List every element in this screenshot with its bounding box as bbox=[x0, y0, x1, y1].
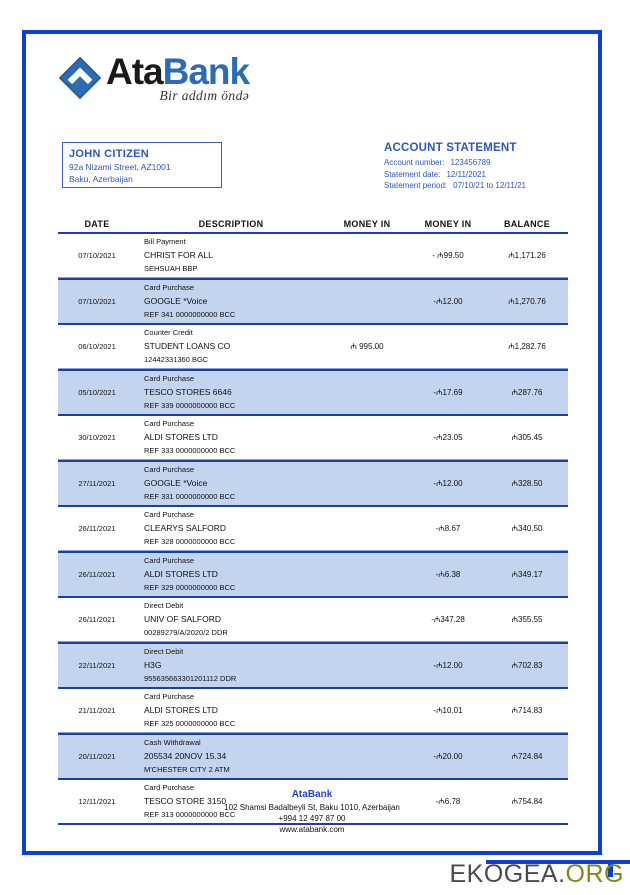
customer-name: JOHN CITIZEN bbox=[69, 148, 149, 160]
cell-money-out: -₼12.00 bbox=[433, 479, 463, 488]
description-line-1: Card Purchase bbox=[144, 465, 195, 475]
cell-balance: ₼355.55 bbox=[511, 615, 543, 624]
description-line-1: Card Purchase bbox=[144, 783, 195, 793]
cell-balance: ₼287.76 bbox=[511, 388, 543, 397]
description-line-3: REF 329 0000000000 BCC bbox=[144, 583, 236, 593]
table-row bbox=[58, 733, 568, 780]
column-header-description: DESCRIPTION bbox=[198, 219, 264, 229]
description-line-3: M'CHESTER CITY 2 ATM bbox=[144, 765, 230, 775]
logo-tagline: Bir addım öndə bbox=[159, 88, 250, 103]
table-header-row bbox=[58, 219, 568, 234]
description-line-2: H3G bbox=[144, 659, 162, 670]
description-line-3: REF 325 0000000000 BCC bbox=[144, 719, 236, 729]
footer-website: www.atabank.com bbox=[279, 825, 345, 834]
description-line-1: Card Purchase bbox=[144, 374, 195, 384]
cell-date: 27/11/2021 bbox=[78, 479, 116, 488]
description-line-3: REF 331 0000000000 BCC bbox=[144, 492, 236, 502]
cell-description bbox=[136, 372, 326, 413]
cell-description bbox=[136, 690, 326, 731]
cell-balance: ₼305.45 bbox=[511, 433, 543, 442]
description-line-1: Direct Debit bbox=[144, 647, 184, 657]
watermark-text-green: ORG bbox=[565, 860, 624, 888]
footer-phone: +994 12 497 87 00 bbox=[278, 814, 346, 823]
description-line-3: REF 328 0000000000 BCC bbox=[144, 537, 236, 547]
description-line-2: GOOGLE *Voice bbox=[144, 295, 208, 306]
cell-money-in: ₼ 995.00 bbox=[350, 342, 384, 351]
cell-money-out: -₼23.05 bbox=[433, 433, 463, 442]
cell-date: 26/11/2021 bbox=[78, 570, 116, 579]
cell-description bbox=[136, 508, 326, 549]
logo-text-ata: Ata bbox=[106, 51, 163, 92]
cell-date: 26/11/2021 bbox=[78, 615, 116, 624]
description-line-1: Card Purchase bbox=[144, 692, 195, 702]
atabank-diamond-icon bbox=[58, 56, 102, 100]
cell-money-out: -₼17.69 bbox=[433, 388, 463, 397]
bank-logo bbox=[58, 52, 249, 104]
cell-description bbox=[136, 463, 326, 504]
description-line-2: CLEARYS SALFORD bbox=[144, 522, 227, 533]
cell-money-out: -₼12.00 bbox=[433, 661, 463, 670]
description-line-1: Cash Withdrawal bbox=[144, 738, 201, 748]
cell-date: 30/10/2021 bbox=[78, 433, 116, 442]
table-row bbox=[58, 369, 568, 416]
cell-date: 20/11/2021 bbox=[78, 752, 116, 761]
statement-date-row bbox=[384, 169, 526, 181]
statement-header bbox=[384, 142, 526, 192]
logo-text-bank: Bank bbox=[162, 51, 250, 92]
cell-date: 21/11/2021 bbox=[78, 706, 116, 715]
description-line-1: Direct Debit bbox=[144, 601, 184, 611]
column-header-date: DATE bbox=[84, 219, 110, 229]
cell-description bbox=[136, 599, 326, 640]
cell-money-out: -₼6.78 bbox=[435, 797, 461, 806]
description-line-2: STUDENT LOANS CO bbox=[144, 340, 231, 351]
table-row bbox=[58, 416, 568, 460]
description-line-3: 955635663301201112 DDR bbox=[144, 674, 237, 684]
description-line-2: UNIV OF SALFORD bbox=[144, 613, 221, 624]
cell-description bbox=[136, 645, 326, 686]
customer-address-line2: Baku, Azerbaijan bbox=[69, 174, 133, 184]
cell-balance: ₼1,171.26 bbox=[508, 251, 546, 260]
cell-balance: ₼340.50 bbox=[511, 524, 543, 533]
footer-bank-name: AtaBank bbox=[291, 789, 333, 800]
description-line-3: REF 341 0000000000 BCC bbox=[144, 310, 236, 320]
statement-period-row bbox=[384, 180, 526, 192]
description-line-3: REF 333 0000000000 BCC bbox=[144, 446, 236, 456]
table-row bbox=[58, 642, 568, 689]
cell-balance: ₼1,270.76 bbox=[508, 297, 546, 306]
cell-description bbox=[136, 235, 326, 276]
description-line-2: CHRIST FOR ALL bbox=[144, 249, 213, 260]
cell-date: 22/11/2021 bbox=[78, 661, 116, 670]
statement-date-value: 12/11/2021 bbox=[446, 169, 486, 179]
cell-description bbox=[136, 326, 326, 367]
statement-date-label: Statement date: bbox=[384, 169, 441, 179]
cell-date: 05/10/2021 bbox=[78, 388, 116, 397]
description-line-2: ALDI STORES LTD bbox=[144, 431, 218, 442]
table-row bbox=[58, 689, 568, 733]
statement-period-label: Statement period: bbox=[384, 181, 448, 190]
column-header-balance: BALANCE bbox=[503, 219, 551, 229]
statement-title: ACCOUNT STATEMENT bbox=[384, 142, 517, 154]
table-row bbox=[58, 325, 568, 369]
description-line-1: Card Purchase bbox=[144, 419, 195, 429]
description-line-1: Counter Credit bbox=[144, 328, 193, 338]
footer-address: 102 Shamsi Badalbeyli St, Baku 1010, Azerbaijan bbox=[224, 803, 400, 812]
column-header-money-out: MONEY IN bbox=[424, 219, 472, 229]
cell-date: 06/10/2021 bbox=[78, 342, 116, 351]
cell-description bbox=[136, 736, 326, 777]
watermark-text-dark: EKOGEA. bbox=[449, 860, 566, 888]
description-line-3: REF 339 0000000000 BCC bbox=[144, 401, 236, 411]
cell-money-out: -₼12.00 bbox=[433, 297, 463, 306]
page-footer bbox=[26, 789, 598, 835]
description-line-2: ALDI STORES LTD bbox=[144, 704, 218, 715]
description-line-1: Bill Payment bbox=[144, 237, 186, 247]
description-line-3: SEHSUAH BBP bbox=[144, 264, 198, 274]
description-line-1: Card Purchase bbox=[144, 556, 195, 566]
description-line-2: GOOGLE *Voice bbox=[144, 477, 208, 488]
table-row bbox=[58, 234, 568, 278]
cell-balance: ₼1,282.76 bbox=[508, 342, 546, 351]
cell-money-out: -₼10.01 bbox=[433, 706, 463, 715]
cell-description bbox=[136, 554, 326, 595]
cell-balance: ₼754.84 bbox=[511, 797, 543, 806]
cell-date: 26/11/2021 bbox=[78, 524, 116, 533]
table-row bbox=[58, 598, 568, 642]
description-line-2: TESCO STORES 6646 bbox=[144, 386, 232, 397]
cell-money-out: -₼8.67 bbox=[435, 524, 461, 533]
cell-balance: ₼724.84 bbox=[511, 752, 543, 761]
statement-period-value: 07/10/21 to 12/11/21 bbox=[453, 181, 526, 190]
customer-address-box bbox=[62, 142, 222, 188]
cell-balance: ₼702.83 bbox=[511, 661, 543, 670]
customer-address-line1: 92a Nizami Street, AZ1001 bbox=[69, 162, 171, 172]
watermark bbox=[450, 860, 625, 889]
description-line-2: 205534 20NOV 15.34 bbox=[144, 750, 227, 761]
cell-money-out: - ₼99.50 bbox=[432, 251, 464, 260]
description-line-2: TESCO STORE 3150 bbox=[144, 795, 227, 806]
table-row bbox=[58, 460, 568, 507]
cell-date: 07/10/2021 bbox=[78, 297, 116, 306]
cell-balance: ₼714.83 bbox=[511, 706, 543, 715]
table-row bbox=[58, 551, 568, 598]
description-line-3: REF 313 0000000000 BCC bbox=[144, 810, 236, 820]
description-line-3: 12442331360 BGC bbox=[144, 355, 209, 365]
description-line-1: Card Purchase bbox=[144, 283, 195, 293]
account-number-label: Account number: bbox=[384, 158, 445, 167]
transactions-table bbox=[58, 219, 568, 825]
account-number-row bbox=[384, 157, 526, 169]
cell-date: 12/11/2021 bbox=[78, 797, 116, 806]
description-line-2: ALDI STORES LTD bbox=[144, 568, 218, 579]
cell-description bbox=[136, 281, 326, 322]
statement-page bbox=[22, 30, 602, 855]
cell-date: 07/10/2021 bbox=[78, 251, 116, 260]
description-line-3: 00289279/A/2020/2 DDR bbox=[144, 628, 228, 638]
cell-money-out: -₼20.00 bbox=[433, 752, 463, 761]
cell-description bbox=[136, 417, 326, 458]
cell-money-out: -₼6.38 bbox=[435, 570, 461, 579]
cell-balance: ₼328.50 bbox=[511, 479, 543, 488]
cell-money-out: -₼347.28 bbox=[431, 615, 465, 624]
column-header-money-in: MONEY IN bbox=[343, 219, 391, 229]
account-number-value: 123456789 bbox=[450, 158, 491, 167]
description-line-1: Card Purchase bbox=[144, 510, 195, 520]
cell-balance: ₼349.17 bbox=[511, 570, 543, 579]
table-row bbox=[58, 507, 568, 551]
table-row bbox=[58, 278, 568, 325]
